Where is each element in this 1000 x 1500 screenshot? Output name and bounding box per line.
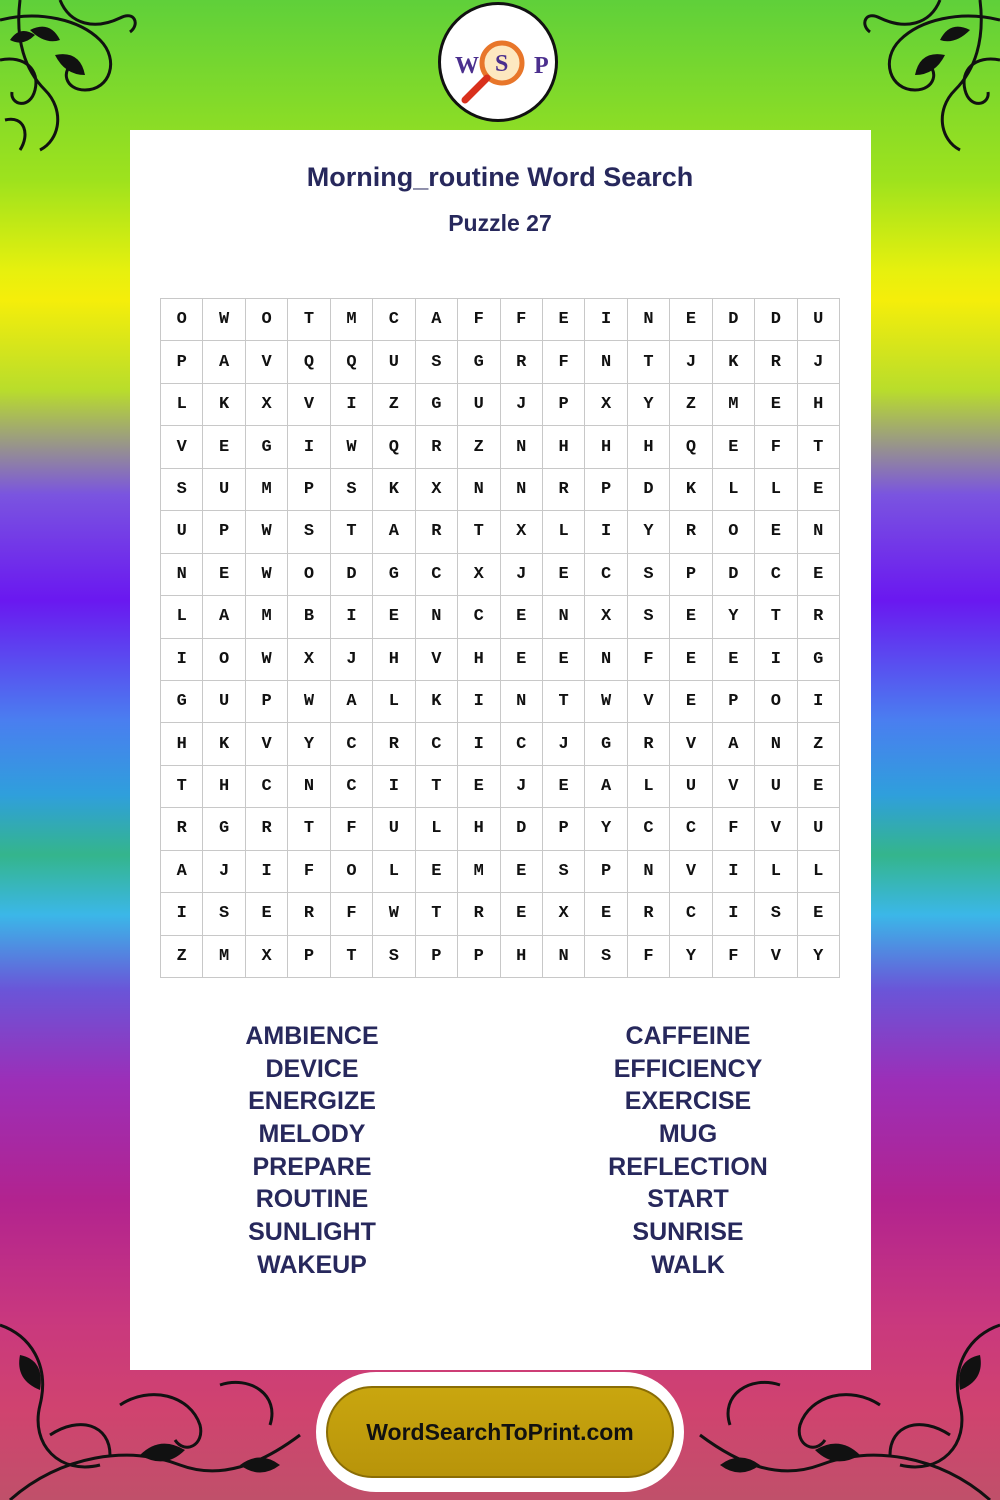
grid-cell[interactable]: E [755, 384, 797, 426]
grid-cell[interactable]: X [458, 554, 500, 596]
grid-cell[interactable]: X [288, 639, 330, 681]
grid-cell[interactable]: E [501, 596, 543, 638]
grid-cell[interactable]: Y [585, 808, 627, 850]
grid-cell[interactable]: O [161, 299, 203, 341]
grid-cell[interactable]: Y [288, 723, 330, 765]
grid-cell[interactable]: C [331, 766, 373, 808]
grid-cell[interactable]: G [246, 426, 288, 468]
grid-cell[interactable]: E [416, 851, 458, 893]
grid-cell[interactable]: I [458, 723, 500, 765]
grid-cell[interactable]: W [246, 639, 288, 681]
logo-letter-w: W [455, 53, 479, 79]
wsp-logo[interactable] [438, 2, 558, 122]
grid-cell[interactable]: O [246, 299, 288, 341]
grid-cell[interactable]: E [798, 554, 840, 596]
word-list-item: AMBIENCE [245, 1022, 379, 1050]
grid-cell[interactable]: G [585, 723, 627, 765]
word-list-left [162, 1020, 462, 1282]
grid-cell[interactable]: D [501, 808, 543, 850]
grid-cell[interactable]: E [713, 426, 755, 468]
grid-cell[interactable]: R [798, 596, 840, 638]
grid-cell[interactable]: A [331, 681, 373, 723]
grid-cell[interactable]: N [628, 851, 670, 893]
grid-cell[interactable]: W [585, 681, 627, 723]
grid-cell[interactable]: T [543, 681, 585, 723]
grid-cell[interactable]: N [585, 639, 627, 681]
grid-cell[interactable]: V [713, 766, 755, 808]
grid-cell[interactable]: L [798, 851, 840, 893]
grid-cell[interactable]: I [755, 639, 797, 681]
grid-cell[interactable]: E [203, 426, 245, 468]
grid-cell[interactable]: Z [670, 384, 712, 426]
grid-cell[interactable]: R [670, 511, 712, 553]
grid-cell[interactable]: S [628, 596, 670, 638]
grid-cell[interactable]: X [416, 469, 458, 511]
word-list-item: SUNRISE [632, 1218, 744, 1247]
grid-cell[interactable]: C [670, 808, 712, 850]
word-list-item: REFLECTION [608, 1152, 768, 1181]
grid-cell[interactable]: S [331, 469, 373, 511]
grid-cell[interactable]: J [501, 766, 543, 808]
grid-cell[interactable]: R [628, 893, 670, 935]
grid-cell[interactable]: I [713, 851, 755, 893]
grid-cell[interactable]: J [543, 723, 585, 765]
grid-cell[interactable]: I [458, 681, 500, 723]
grid-cell[interactable]: N [628, 299, 670, 341]
grid-cell[interactable]: N [755, 723, 797, 765]
grid-cell[interactable]: N [161, 554, 203, 596]
grid-cell[interactable]: S [628, 554, 670, 596]
grid-cell[interactable]: J [798, 341, 840, 383]
grid-cell[interactable]: E [543, 554, 585, 596]
grid-cell[interactable]: Z [798, 723, 840, 765]
grid-cell[interactable]: V [288, 384, 330, 426]
grid-cell[interactable]: E [501, 639, 543, 681]
grid-cell[interactable]: P [416, 936, 458, 978]
grid-cell[interactable]: I [585, 511, 627, 553]
grid-cell[interactable]: Q [288, 341, 330, 383]
grid-cell[interactable]: S [161, 469, 203, 511]
grid-cell[interactable]: P [713, 681, 755, 723]
grid-cell[interactable]: N [501, 681, 543, 723]
word-list-item: ROUTINE [255, 1185, 369, 1214]
grid-cell[interactable]: R [501, 341, 543, 383]
grid-cell[interactable]: E [670, 639, 712, 681]
grid-cell[interactable]: H [458, 639, 500, 681]
grid-cell[interactable]: Z [373, 384, 415, 426]
grid-cell[interactable]: D [713, 554, 755, 596]
grid-cell[interactable]: V [670, 723, 712, 765]
grid-cell[interactable]: R [458, 893, 500, 935]
grid-cell[interactable]: P [288, 469, 330, 511]
grid-cell[interactable]: C [755, 554, 797, 596]
word-list-item: WAKEUP [257, 1250, 367, 1279]
grid-cell[interactable]: H [458, 808, 500, 850]
grid-cell[interactable]: M [246, 469, 288, 511]
grid-cell[interactable]: L [755, 851, 797, 893]
grid-cell[interactable]: T [331, 936, 373, 978]
grid-cell[interactable]: M [713, 384, 755, 426]
grid-cell[interactable]: E [501, 851, 543, 893]
grid-cell[interactable]: Y [713, 596, 755, 638]
grid-cell[interactable]: I [798, 681, 840, 723]
grid-cell[interactable]: A [416, 299, 458, 341]
grid-cell[interactable]: W [246, 511, 288, 553]
grid-cell[interactable]: E [670, 681, 712, 723]
grid-cell[interactable]: E [670, 299, 712, 341]
grid-cell[interactable]: W [373, 893, 415, 935]
grid-cell[interactable]: L [713, 469, 755, 511]
grid-cell[interactable]: G [798, 639, 840, 681]
grid-cell[interactable]: L [755, 469, 797, 511]
grid-cell[interactable]: R [543, 469, 585, 511]
grid-cell[interactable]: R [373, 723, 415, 765]
grid-cell[interactable]: U [373, 341, 415, 383]
word-list-right [538, 1020, 838, 1282]
grid-cell[interactable]: X [543, 893, 585, 935]
grid-cell[interactable]: N [458, 469, 500, 511]
grid-cell[interactable]: H [501, 936, 543, 978]
grid-cell[interactable]: I [161, 893, 203, 935]
grid-cell[interactable]: F [458, 299, 500, 341]
grid-cell[interactable]: K [416, 681, 458, 723]
grid-cell[interactable]: I [331, 596, 373, 638]
grid-cell[interactable]: Y [670, 936, 712, 978]
puzzle-number: Puzzle 27 [448, 210, 552, 236]
grid-cell[interactable]: M [246, 596, 288, 638]
grid-cell[interactable]: R [755, 341, 797, 383]
grid-cell[interactable]: Q [670, 426, 712, 468]
grid-cell[interactable]: E [246, 893, 288, 935]
grid-cell[interactable]: S [288, 511, 330, 553]
letter-grid [160, 298, 840, 978]
grid-cell[interactable]: E [543, 299, 585, 341]
grid-cell[interactable]: E [713, 639, 755, 681]
grid-cell[interactable]: C [246, 766, 288, 808]
grid-cell[interactable]: C [628, 808, 670, 850]
grid-cell[interactable]: Q [331, 341, 373, 383]
grid-cell[interactable]: U [161, 511, 203, 553]
grid-cell[interactable]: S [373, 936, 415, 978]
grid-cell[interactable]: K [713, 341, 755, 383]
grid-cell[interactable]: T [416, 893, 458, 935]
grid-cell[interactable]: C [416, 723, 458, 765]
grid-cell[interactable]: H [203, 766, 245, 808]
grid-cell[interactable]: F [628, 936, 670, 978]
grid-cell[interactable]: C [501, 723, 543, 765]
grid-cell[interactable]: T [288, 299, 330, 341]
grid-cell[interactable]: S [203, 893, 245, 935]
grid-cell[interactable]: D [713, 299, 755, 341]
grid-cell[interactable]: Y [798, 936, 840, 978]
grid-cell[interactable]: C [373, 299, 415, 341]
grid-cell[interactable]: G [373, 554, 415, 596]
grid-cell[interactable]: E [373, 596, 415, 638]
grid-cell[interactable]: E [670, 596, 712, 638]
grid-cell[interactable]: B [288, 596, 330, 638]
grid-cell[interactable]: T [416, 766, 458, 808]
grid-cell[interactable]: P [670, 554, 712, 596]
grid-cell[interactable]: F [543, 341, 585, 383]
grid-cell[interactable]: F [331, 893, 373, 935]
grid-cell[interactable]: D [755, 299, 797, 341]
grid-cell[interactable]: A [203, 596, 245, 638]
word-list-item: SUNLIGHT [248, 1218, 376, 1247]
word-list-item: DEVICE [265, 1054, 359, 1083]
grid-cell[interactable]: R [246, 808, 288, 850]
grid-cell[interactable]: G [458, 341, 500, 383]
grid-cell[interactable]: X [585, 384, 627, 426]
grid-cell[interactable]: Y [628, 384, 670, 426]
grid-cell[interactable]: T [161, 766, 203, 808]
grid-cell[interactable]: L [543, 511, 585, 553]
grid-cell[interactable]: L [373, 681, 415, 723]
grid-cell[interactable]: J [203, 851, 245, 893]
grid-cell[interactable]: R [161, 808, 203, 850]
site-link-button[interactable] [326, 1386, 674, 1478]
grid-cell[interactable]: D [331, 554, 373, 596]
grid-cell[interactable]: I [373, 766, 415, 808]
grid-cell[interactable]: P [288, 936, 330, 978]
grid-cell[interactable]: V [755, 808, 797, 850]
grid-cell[interactable]: S [585, 936, 627, 978]
grid-cell[interactable]: F [713, 808, 755, 850]
grid-cell[interactable]: E [585, 893, 627, 935]
grid-cell[interactable]: F [755, 426, 797, 468]
grid-cell[interactable]: U [373, 808, 415, 850]
grid-cell[interactable]: M [458, 851, 500, 893]
grid-cell[interactable]: F [331, 808, 373, 850]
grid-cell[interactable]: T [798, 426, 840, 468]
grid-cell[interactable]: F [713, 936, 755, 978]
grid-cell[interactable]: X [501, 511, 543, 553]
grid-cell[interactable]: R [628, 723, 670, 765]
grid-cell[interactable]: V [246, 723, 288, 765]
grid-cell[interactable]: O [713, 511, 755, 553]
grid-cell[interactable]: I [713, 893, 755, 935]
grid-cell[interactable]: P [458, 936, 500, 978]
grid-cell[interactable]: A [373, 511, 415, 553]
word-list-item: WALK [651, 1250, 725, 1279]
grid-cell[interactable]: E [798, 893, 840, 935]
ornament-corner-top-left-icon [0, 0, 150, 160]
grid-cell[interactable]: U [458, 384, 500, 426]
grid-cell[interactable]: Q [373, 426, 415, 468]
grid-cell[interactable]: P [543, 808, 585, 850]
grid-cell[interactable]: M [331, 299, 373, 341]
grid-cell[interactable]: O [331, 851, 373, 893]
grid-cell[interactable]: Z [458, 426, 500, 468]
grid-cell[interactable]: N [543, 936, 585, 978]
grid-cell[interactable]: J [501, 384, 543, 426]
grid-cell[interactable]: X [246, 936, 288, 978]
grid-cell[interactable]: L [373, 851, 415, 893]
grid-cell[interactable]: I [246, 851, 288, 893]
grid-cell[interactable]: V [246, 341, 288, 383]
grid-cell[interactable]: E [798, 469, 840, 511]
grid-cell[interactable]: L [628, 766, 670, 808]
word-list-item: MELODY [258, 1120, 366, 1149]
grid-cell[interactable]: V [755, 936, 797, 978]
grid-cell[interactable]: V [161, 426, 203, 468]
grid-cell[interactable]: W [246, 554, 288, 596]
grid-cell[interactable]: P [203, 511, 245, 553]
grid-cell[interactable]: P [585, 469, 627, 511]
word-list-item: PREPARE [252, 1152, 372, 1181]
grid-cell[interactable]: L [161, 384, 203, 426]
grid-cell[interactable]: H [373, 639, 415, 681]
grid-cell[interactable]: H [585, 426, 627, 468]
grid-cell[interactable]: I [585, 299, 627, 341]
grid-cell[interactable]: F [501, 299, 543, 341]
grid-cell[interactable]: N [798, 511, 840, 553]
grid-cell[interactable]: X [246, 384, 288, 426]
grid-cell[interactable]: V [628, 681, 670, 723]
grid-cell[interactable]: U [755, 766, 797, 808]
word-list-item: CAFFEINE [625, 1022, 751, 1050]
puzzle-title: Morning_routine Word Search [306, 162, 694, 192]
site-link-label: WordSearchToPrint.com [366, 1418, 634, 1445]
grid-cell[interactable]: N [416, 596, 458, 638]
grid-cell[interactable]: R [416, 426, 458, 468]
grid-cell[interactable]: W [331, 426, 373, 468]
grid-cell[interactable]: H [543, 426, 585, 468]
grid-cell[interactable]: C [331, 723, 373, 765]
grid-cell[interactable]: S [755, 893, 797, 935]
grid-cell[interactable]: G [203, 808, 245, 850]
grid-cell[interactable]: I [161, 639, 203, 681]
grid-cell[interactable]: F [628, 639, 670, 681]
grid-cell[interactable]: N [501, 426, 543, 468]
grid-cell[interactable]: C [458, 596, 500, 638]
logo-letter-p: P [534, 53, 549, 79]
grid-cell[interactable]: E [798, 766, 840, 808]
grid-cell[interactable]: H [798, 384, 840, 426]
grid-cell[interactable]: W [203, 299, 245, 341]
grid-cell[interactable]: G [161, 681, 203, 723]
grid-cell[interactable]: U [203, 469, 245, 511]
grid-cell[interactable]: R [416, 511, 458, 553]
grid-cell[interactable]: G [416, 384, 458, 426]
grid-cell[interactable]: P [543, 384, 585, 426]
grid-cell[interactable]: Y [628, 511, 670, 553]
grid-cell[interactable]: H [628, 426, 670, 468]
grid-cell[interactable]: N [501, 469, 543, 511]
grid-cell[interactable]: O [288, 554, 330, 596]
grid-cell[interactable]: L [161, 596, 203, 638]
grid-cell[interactable]: C [670, 893, 712, 935]
grid-cell[interactable]: I [288, 426, 330, 468]
grid-cell[interactable]: N [543, 596, 585, 638]
grid-cell[interactable]: T [458, 511, 500, 553]
grid-cell[interactable]: T [628, 341, 670, 383]
grid-cell[interactable]: A [585, 766, 627, 808]
grid-cell[interactable]: K [203, 723, 245, 765]
grid-cell[interactable]: H [161, 723, 203, 765]
grid-cell[interactable]: C [416, 554, 458, 596]
grid-cell[interactable]: S [416, 341, 458, 383]
grid-cell[interactable]: W [288, 681, 330, 723]
grid-cell[interactable]: K [670, 469, 712, 511]
grid-cell[interactable]: J [331, 639, 373, 681]
ornament-corner-top-right-icon [850, 0, 1000, 160]
grid-cell[interactable]: E [755, 511, 797, 553]
grid-cell[interactable]: U [798, 808, 840, 850]
grid-cell[interactable]: N [585, 341, 627, 383]
grid-cell[interactable]: S [543, 851, 585, 893]
grid-cell[interactable]: U [798, 299, 840, 341]
grid-cell[interactable]: J [670, 341, 712, 383]
grid-cell[interactable]: A [161, 851, 203, 893]
word-list-item: START [647, 1185, 729, 1214]
word-list-item: MUG [658, 1120, 718, 1149]
grid-cell[interactable]: K [373, 469, 415, 511]
grid-cell[interactable]: E [501, 893, 543, 935]
grid-cell[interactable]: K [203, 384, 245, 426]
grid-cell[interactable]: L [416, 808, 458, 850]
grid-cell[interactable]: A [713, 723, 755, 765]
grid-cell[interactable]: N [288, 766, 330, 808]
grid-cell[interactable]: P [161, 341, 203, 383]
grid-cell[interactable]: J [501, 554, 543, 596]
grid-cell[interactable]: P [585, 851, 627, 893]
grid-cell[interactable]: Z [161, 936, 203, 978]
grid-cell[interactable]: T [288, 808, 330, 850]
logo-letter-s: S [495, 51, 509, 77]
grid-cell[interactable]: T [755, 596, 797, 638]
grid-cell[interactable]: I [331, 384, 373, 426]
grid-cell[interactable]: F [288, 851, 330, 893]
grid-cell[interactable]: V [416, 639, 458, 681]
grid-cell[interactable]: M [203, 936, 245, 978]
grid-cell[interactable]: P [246, 681, 288, 723]
word-list-item: EXERCISE [624, 1087, 752, 1116]
grid-cell[interactable]: X [585, 596, 627, 638]
grid-cell[interactable]: E [543, 766, 585, 808]
word-list-item: EFFICIENCY [613, 1054, 763, 1083]
grid-cell[interactable]: R [288, 893, 330, 935]
grid-cell[interactable]: E [543, 639, 585, 681]
grid-cell[interactable]: T [331, 511, 373, 553]
grid-cell[interactable]: A [203, 341, 245, 383]
grid-cell[interactable]: D [628, 469, 670, 511]
grid-cell[interactable]: O [203, 639, 245, 681]
grid-cell[interactable]: E [203, 554, 245, 596]
grid-cell[interactable]: U [203, 681, 245, 723]
grid-cell[interactable]: V [670, 851, 712, 893]
grid-cell[interactable]: E [458, 766, 500, 808]
word-list-item: ENERGIZE [248, 1087, 376, 1116]
grid-cell[interactable]: C [585, 554, 627, 596]
grid-cell[interactable]: O [755, 681, 797, 723]
grid-cell[interactable]: U [670, 766, 712, 808]
